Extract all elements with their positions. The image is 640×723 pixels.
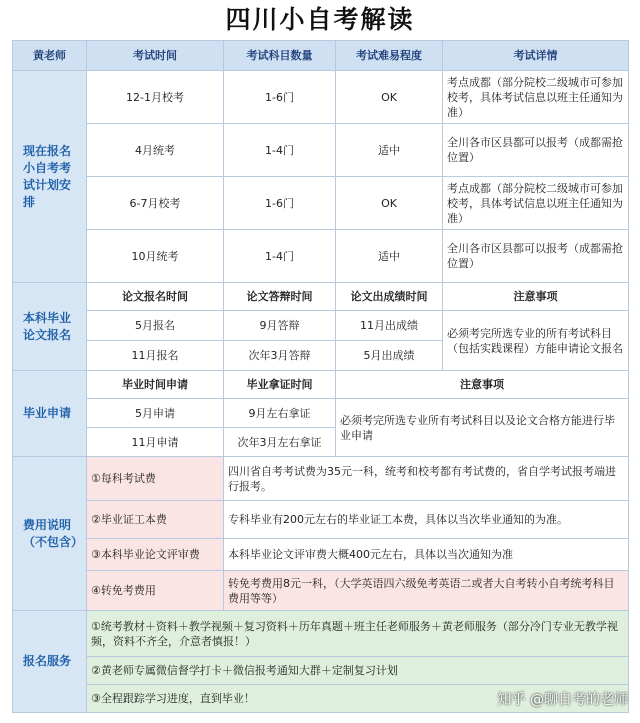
- exam-count: 1-4门: [224, 230, 336, 283]
- service-item: ②黄老师专属微信督学打卡＋微信报考通知大群＋定制复习计划: [87, 657, 629, 685]
- subheader-cell: 注意事项: [336, 371, 629, 399]
- graduation-cert: 9月左右拿证: [224, 399, 336, 428]
- fee-desc: 转免考费用8元一科，（大学英语四六级免考英语二或者大自考转小自考统考科目费用等等）: [224, 571, 629, 611]
- thesis-note: 必须考完所选专业的所有考试科目（包括实践课程）方能申请论文报名: [443, 311, 629, 371]
- fee-item: ③本科毕业论文评审费: [87, 539, 224, 571]
- subheader-cell: 论文出成绩时间: [336, 283, 443, 311]
- exam-detail: 全川各市区县都可以报考（成都需抢位置）: [443, 230, 629, 283]
- subheader-cell: 论文报名时间: [87, 283, 224, 311]
- subheader-row: [13, 371, 629, 399]
- section-label-fees: 费用说明（不包含）: [13, 457, 87, 611]
- exam-difficulty: 适中: [336, 124, 443, 177]
- subheader-cell: 论文答辩时间: [224, 283, 336, 311]
- thesis-defense: 次年3月答辩: [224, 341, 336, 371]
- thesis-result: 5月出成绩: [336, 341, 443, 371]
- thesis-apply: 11月报名: [87, 341, 224, 371]
- exam-detail: 考点成都（部分院校二级城市可参加校考，具体考试信息以班主任通知为准）: [443, 177, 629, 230]
- exam-count: 1-4门: [224, 124, 336, 177]
- exam-count: 1-6门: [224, 177, 336, 230]
- thesis-defense: 9月答辩: [224, 311, 336, 341]
- fee-item: ②毕业证工本费: [87, 501, 224, 539]
- table-row: [13, 457, 629, 501]
- exam-detail: 全川各市区县都可以报考（成都需抢位置）: [443, 124, 629, 177]
- header-cell: 黄老师: [13, 41, 87, 71]
- thesis-apply: 5月报名: [87, 311, 224, 341]
- graduation-cert: 次年3月左右拿证: [224, 428, 336, 457]
- exam-difficulty: 适中: [336, 230, 443, 283]
- table-row: [13, 571, 629, 611]
- page-title: 四川小自考解读: [225, 5, 415, 34]
- graduation-note: 必须考完所选专业所有考试科目以及论文合格方能进行毕业申请: [336, 399, 629, 457]
- exam-time: 4月统考: [87, 124, 224, 177]
- thesis-result: 11月出成绩: [336, 311, 443, 341]
- header-cell: 考试科目数量: [224, 41, 336, 71]
- subheader-cell: 毕业时间申请: [87, 371, 224, 399]
- exam-time: 12-1月校考: [87, 71, 224, 124]
- header-cell: 考试详情: [443, 41, 629, 71]
- section-label-exam-plan: 现在报名小自考考试计划安排: [13, 71, 87, 283]
- table-header: [13, 41, 629, 71]
- table-row: [13, 124, 629, 177]
- graduation-apply: 11月申请: [87, 428, 224, 457]
- table-row: [13, 177, 629, 230]
- table-row: [13, 611, 629, 657]
- subheader-cell: 毕业拿证时间: [224, 371, 336, 399]
- info-table: [12, 40, 629, 713]
- table-row: [13, 657, 629, 685]
- table-row: [13, 501, 629, 539]
- header-cell: 考试时间: [87, 41, 224, 71]
- service-item: ①统考教材＋资料＋教学视频＋复习资料＋历年真题＋班主任老师服务＋黄老师服务（部分冷门专业无教学视频，资料不齐全，介意者慎报！）: [87, 611, 629, 657]
- graduation-apply: 5月申请: [87, 399, 224, 428]
- table-row: [13, 399, 629, 428]
- exam-count: 1-6门: [224, 71, 336, 124]
- exam-difficulty: OK: [336, 177, 443, 230]
- table-row: [13, 311, 629, 341]
- fee-desc: 本科毕业论文评审费大概400元左右，具体以当次通知为准: [224, 539, 629, 571]
- table-row: [13, 539, 629, 571]
- section-label-thesis: 本科毕业论文报名: [13, 283, 87, 371]
- subheader-row: [13, 283, 629, 311]
- subheader-cell: 注意事项: [443, 283, 629, 311]
- fee-item: ④转免考费用: [87, 571, 224, 611]
- exam-detail: 考点成都（部分院校二级城市可参加校考，具体考试信息以班主任通知为准）: [443, 71, 629, 124]
- section-label-graduation: 毕业申请: [13, 371, 87, 457]
- table-row: [13, 71, 629, 124]
- service-item: ③全程跟踪学习进度，直到毕业！: [87, 685, 629, 713]
- section-label-services: 报名服务: [13, 611, 87, 713]
- exam-time: 10月统考: [87, 230, 224, 283]
- exam-time: 6-7月校考: [87, 177, 224, 230]
- table-row: [13, 230, 629, 283]
- header-cell: 考试难易程度: [336, 41, 443, 71]
- fee-item: ①每科考试费: [87, 457, 224, 501]
- watermark: 知乎 @聊自考的老师: [497, 692, 628, 708]
- fee-desc: 四川省自考考试费为35元一科，统考和校考都有考试费的，省自学考试报考端进行报考。: [224, 457, 629, 501]
- fee-desc: 专科毕业有200元左右的毕业证工本费，具体以当次毕业通知的为准。: [224, 501, 629, 539]
- exam-difficulty: OK: [336, 71, 443, 124]
